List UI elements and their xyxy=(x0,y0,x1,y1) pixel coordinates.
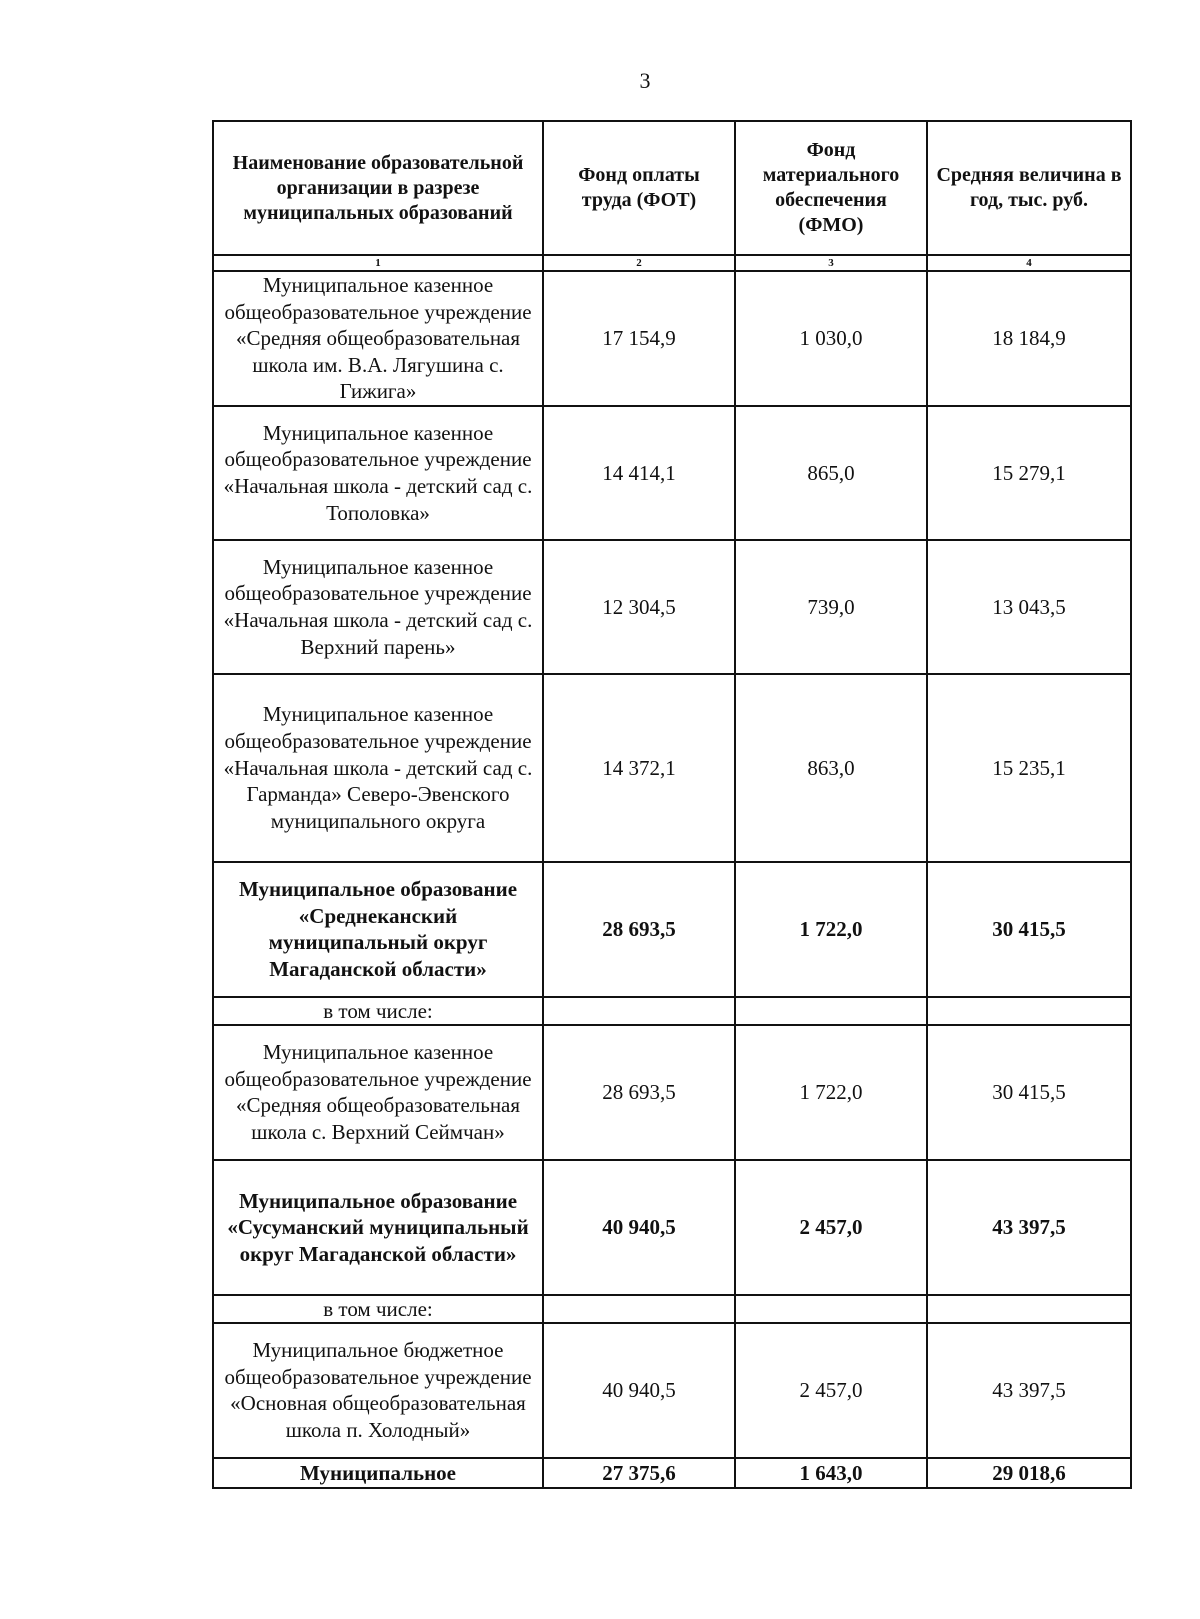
including-row xyxy=(213,1295,1131,1323)
organization-name: Муниципальное казенное общеобразовательное учреждение «Средняя общеобразовательная школа с. Верхний Сеймчан» xyxy=(213,1025,543,1160)
organization-name: Муниципальное казенное общеобразовательное учреждение «Средняя общеобразовательная школа им. В.А. Лягушина с. Гижига» xyxy=(213,271,543,406)
municipality-total-row xyxy=(213,862,1131,997)
column-number: 1 xyxy=(213,255,543,271)
fmo-value: 1 030,0 xyxy=(735,271,927,406)
column-number: 2 xyxy=(543,255,735,271)
fot-value: 40 940,5 xyxy=(543,1160,735,1295)
fmo-value: 2 457,0 xyxy=(735,1160,927,1295)
fot-value xyxy=(543,997,735,1025)
fot-value: 28 693,5 xyxy=(543,862,735,997)
fot-value: 14 414,1 xyxy=(543,406,735,540)
fot-value: 17 154,9 xyxy=(543,271,735,406)
fot-value: 12 304,5 xyxy=(543,540,735,674)
organization-name: Муниципальное бюджетное общеобразовательное учреждение «Основная общеобразовательная школа п. Холодный» xyxy=(213,1323,543,1458)
fmo-value xyxy=(735,997,927,1025)
average-value: 15 279,1 xyxy=(927,406,1131,540)
column-number-row xyxy=(213,255,1131,271)
header-organization-name: Наименование образовательной организации в разрезе муниципальных образований xyxy=(213,121,543,255)
municipality-name: Муниципальное xyxy=(213,1458,543,1488)
table-row xyxy=(213,1025,1131,1160)
fmo-value: 1 722,0 xyxy=(735,1025,927,1160)
organization-name: Муниципальное казенное общеобразовательное учреждение «Начальная школа - детский сад с. Верхний парень» xyxy=(213,540,543,674)
table-row xyxy=(213,674,1131,862)
fmo-value: 1 643,0 xyxy=(735,1458,927,1488)
average-value: 43 397,5 xyxy=(927,1160,1131,1295)
table-row xyxy=(213,1323,1131,1458)
fmo-value: 865,0 xyxy=(735,406,927,540)
average-value: 13 043,5 xyxy=(927,540,1131,674)
fmo-value xyxy=(735,1295,927,1323)
average-value: 15 235,1 xyxy=(927,674,1131,862)
fot-value: 40 940,5 xyxy=(543,1323,735,1458)
fot-value: 28 693,5 xyxy=(543,1025,735,1160)
funding-table xyxy=(212,120,1132,1489)
including-row xyxy=(213,997,1131,1025)
fmo-value: 2 457,0 xyxy=(735,1323,927,1458)
table-header-row xyxy=(213,121,1131,255)
column-number: 3 xyxy=(735,255,927,271)
header-fmo: Фонд материального обеспечения (ФМО) xyxy=(735,121,927,255)
fmo-value: 863,0 xyxy=(735,674,927,862)
table-row xyxy=(213,540,1131,674)
table-row xyxy=(213,406,1131,540)
average-value: 29 018,6 xyxy=(927,1458,1131,1488)
fot-value: 27 375,6 xyxy=(543,1458,735,1488)
including-label: в том числе: xyxy=(213,1295,543,1323)
municipality-total-row xyxy=(213,1160,1131,1295)
municipality-name: Муниципальное образование «Сусуманский муниципальный округ Магаданской области» xyxy=(213,1160,543,1295)
fot-value: 14 372,1 xyxy=(543,674,735,862)
organization-name: Муниципальное казенное общеобразовательное учреждение «Начальная школа - детский сад с. Тополовка» xyxy=(213,406,543,540)
fot-value xyxy=(543,1295,735,1323)
municipality-total-row xyxy=(213,1458,1131,1488)
header-fot: Фонд оплаты труда (ФОТ) xyxy=(543,121,735,255)
column-number: 4 xyxy=(927,255,1131,271)
average-value: 18 184,9 xyxy=(927,271,1131,406)
average-value: 43 397,5 xyxy=(927,1323,1131,1458)
municipality-name: Муниципальное образование «Среднеканский муниципальный округ Магаданской области» xyxy=(213,862,543,997)
organization-name: Муниципальное казенное общеобразовательное учреждение «Начальная школа - детский сад с. Гарманда» Северо-Эвенского муниципального округа xyxy=(213,674,543,862)
average-value: 30 415,5 xyxy=(927,862,1131,997)
average-value xyxy=(927,997,1131,1025)
fmo-value: 1 722,0 xyxy=(735,862,927,997)
average-value xyxy=(927,1295,1131,1323)
header-average: Средняя величина в год, тыс. руб. xyxy=(927,121,1131,255)
page-number: 3 xyxy=(639,68,651,93)
average-value: 30 415,5 xyxy=(927,1025,1131,1160)
fmo-value: 739,0 xyxy=(735,540,927,674)
including-label: в том числе: xyxy=(213,997,543,1025)
table-row xyxy=(213,271,1131,406)
